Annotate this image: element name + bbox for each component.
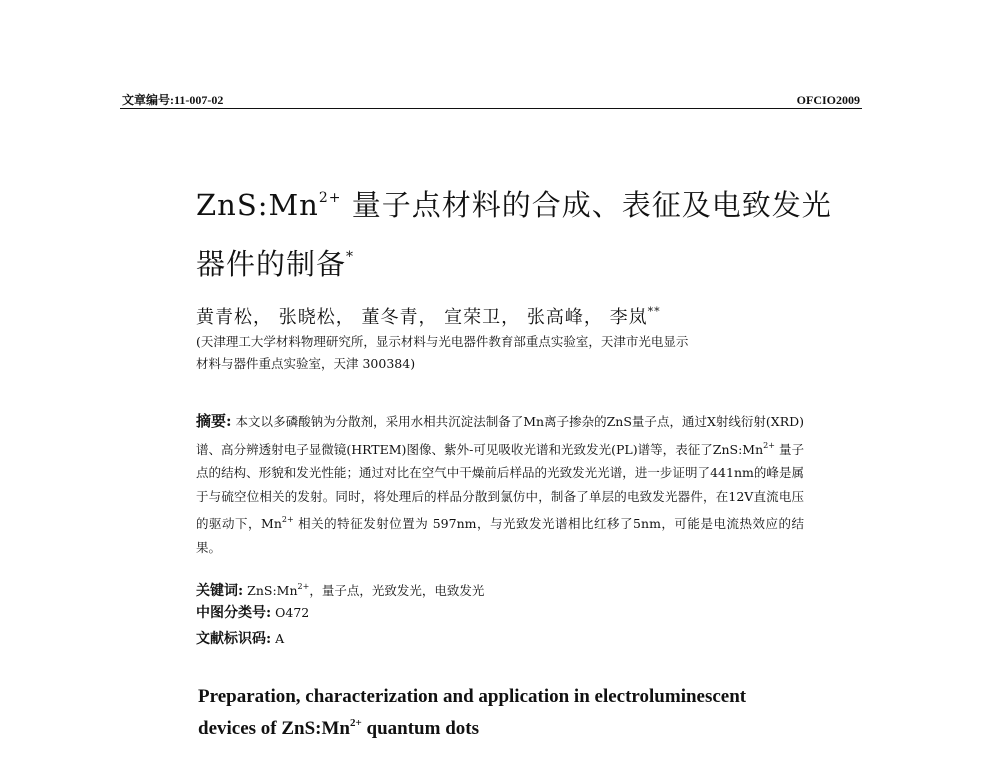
title-footnote-mark: * bbox=[346, 249, 355, 265]
abstract-text-3: 相关的特征发射位置为 597nm，与光致发光谱相比红移了5nm，可能是电流热效应的结果。 bbox=[196, 516, 804, 555]
english-title-line-1: Preparation, characterization and application in electroluminescent bbox=[198, 686, 747, 707]
running-header bbox=[122, 91, 860, 108]
title-text-line1: 量子点材料的合成、表征及电致发光 bbox=[341, 188, 832, 222]
document-code bbox=[196, 628, 796, 650]
conference-code: OFCIO2009 bbox=[796, 93, 860, 107]
classification-label: 中图分类号: bbox=[196, 605, 272, 621]
keywords-text-1: ZnS:Mn bbox=[243, 583, 298, 598]
english-title-tail: quantum dots bbox=[361, 718, 479, 739]
title-superscript: 2+ bbox=[318, 190, 342, 206]
keywords-superscript: 2+ bbox=[297, 582, 310, 591]
document-code-label: 文献标识码: bbox=[196, 631, 272, 647]
document-code-value: A bbox=[271, 631, 285, 646]
english-title-formula: devices of ZnS:Mn bbox=[198, 718, 350, 739]
author-list bbox=[196, 303, 836, 329]
title-text-line2: 器件的制备 bbox=[196, 247, 347, 281]
abstract-superscript-1: 2+ bbox=[763, 440, 775, 450]
english-title-line-2 bbox=[198, 710, 818, 742]
keywords-text-2: ，量子点，光致发光，电致发光 bbox=[309, 583, 485, 598]
keywords-label: 关键词: bbox=[196, 583, 244, 599]
paper-title bbox=[196, 172, 836, 290]
article-number: 文章编号:11-007-02 bbox=[122, 93, 224, 107]
classification-number bbox=[196, 602, 796, 624]
keywords bbox=[196, 576, 796, 602]
header-rule bbox=[120, 108, 862, 109]
abstract-text-2: 量子点的结构、形貌和发光性能；通过对比在空气中干燥前后样品的光致发光光谱，进一步证明了441nm的峰是属于与硫空位相关的发射。同时，将处理后的样品分散到氯仿中，制备了单层的电致发光器件，在12V直流电压的驱动下，Mn bbox=[196, 441, 804, 531]
english-title bbox=[198, 683, 818, 742]
affiliation-line-1: (天津理工大学材料物理研究所，显示材料与光电器件教育部重点实验室，天津市光电显示 bbox=[196, 334, 689, 349]
abstract-label: 摘要: bbox=[196, 412, 232, 430]
abstract-text-1: 本文以多磷酸钠为分散剂，采用水相共沉淀法制备了Mn离子掺杂的ZnS量子点，通过X射线衍射(XRD)谱、高分辨透射电子显微镜(HRTEM)图像、紫外-可见吸收光谱和光致发光(PL)谱等，表征了ZnS:Mn bbox=[196, 414, 804, 457]
corresponding-mark: ** bbox=[647, 305, 661, 318]
affiliation bbox=[196, 331, 816, 375]
affiliation-line-2: 材料与器件重点实验室，天津 300384) bbox=[196, 356, 416, 371]
english-title-superscript: 2+ bbox=[350, 717, 362, 729]
classification-value: O472 bbox=[271, 605, 310, 620]
abstract-superscript-2: 2+ bbox=[281, 515, 294, 524]
abstract bbox=[196, 410, 804, 559]
author-names: 黄青松， 张晓松， 董冬青， 宣荣卫， 张高峰， 李岚 bbox=[196, 307, 648, 328]
title-formula: ZnS:Mn bbox=[196, 188, 319, 222]
